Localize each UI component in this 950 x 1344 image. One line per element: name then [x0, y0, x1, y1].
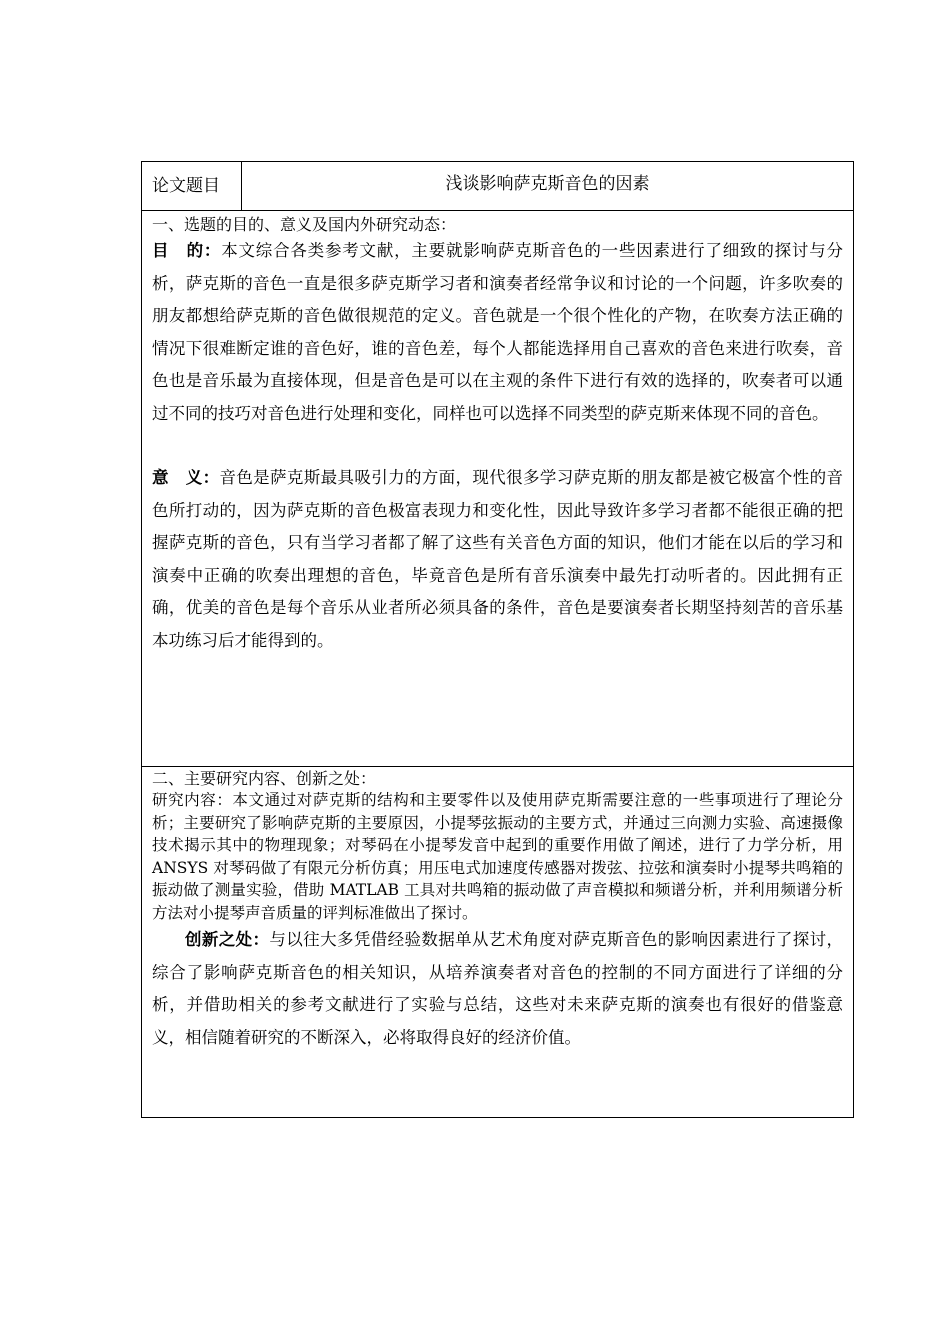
purpose-label: 目 的：	[152, 241, 222, 260]
meaning-paragraph	[152, 462, 843, 657]
meaning-label: 意 义：	[152, 468, 220, 487]
section-purpose-meaning	[142, 211, 853, 767]
title-label: 论文题目	[142, 162, 242, 210]
innovation-label: 创新之处：	[185, 930, 270, 949]
section-content-innovation	[142, 767, 853, 1117]
innovation-text: 与以往大多凭借经验数据单从艺术角度对萨克斯音色的影响因素进行了探讨，综合了影响萨克斯音色的相关知识，从培养演奏者对音色的控制的不同方面进行了详细的分析，并借助相关的参考文献进行了实验与总结，这些对未来萨克斯的演奏也有很好的借鉴意义，相信随着研究的不断深入，必将取得良好的经济价值。	[152, 930, 844, 1047]
research-content: 研究内容：本文通过对萨克斯的结构和主要零件以及使用萨克斯需要注意的一些事项进行了理论分析；主要研究了影响萨克斯的主要原因，小提琴弦振动的主要方式，并通过三向测力实验、高速摄像技术揭示其中的物理现象；对琴码在小提琴发音中起到的重要作用做了阐述，进行了力学分析，用 ANSYS 对琴码做了有限元分析仿真；用压电式加速度传感器对拨弦、拉弦和演奏时小提琴共鸣箱的振动做了测量实验，借助 MATLAB 工具对共鸣箱的振动做了声音模拟和频谱分析，并利用频谱分析方法对小提琴声音质量的评判标准做出了探讨。	[152, 791, 843, 922]
meaning-text: 音色是萨克斯最具吸引力的方面，现代很多学习萨克斯的朋友都是被它极富个性的音色所打动的，因为萨克斯的音色极富表现力和变化性，因此导致许多学习者都不能很正确的把握萨克斯的音色，只有当学习者都了解了这些有关音色方面的知识，他们才能在以后的学习和演奏中正确的吹奏出理想的音色，毕竟音色是所有音乐演奏中最先打动听者的。因此拥有正确，优美的音色是每个音乐从业者所必须具备的条件，音色是要演奏者长期坚持刻苦的音乐基本功练习后才能得到的。	[152, 468, 844, 650]
section1-heading: 一、选题的目的、意义及国内外研究动态：	[152, 215, 457, 234]
proposal-table	[141, 161, 854, 1118]
purpose-text: 本文综合各类参考文献，主要就影响萨克斯音色的一些因素进行了细致的探讨与分析，萨克斯的音色一直是很多萨克斯学习者和演奏者经常争议和讨论的一个问题，许多吹奏的朋友都想给萨克斯的音色做很规范的定义。音色就是一个很个性化的产物，在吹奏方法正确的情况下很难断定谁的音色好，谁的音色差，每个人都能选择用自己喜欢的音色来进行吹奏，音色也是音乐最为直接体现，但是音色是可以在主观的条件下进行有效的选择的，吹奏者可以通过不同的技巧对音色进行处理和变化，同样也可以选择不同类型的萨克斯来体现不同的音色。	[152, 241, 844, 423]
title-row	[142, 162, 853, 211]
innovation-paragraph	[152, 924, 843, 1054]
thesis-title: 浅谈影响萨克斯音色的因素	[445, 174, 650, 194]
section2-heading: 二、主要研究内容、创新之处：	[152, 769, 377, 788]
purpose-paragraph	[152, 235, 843, 430]
